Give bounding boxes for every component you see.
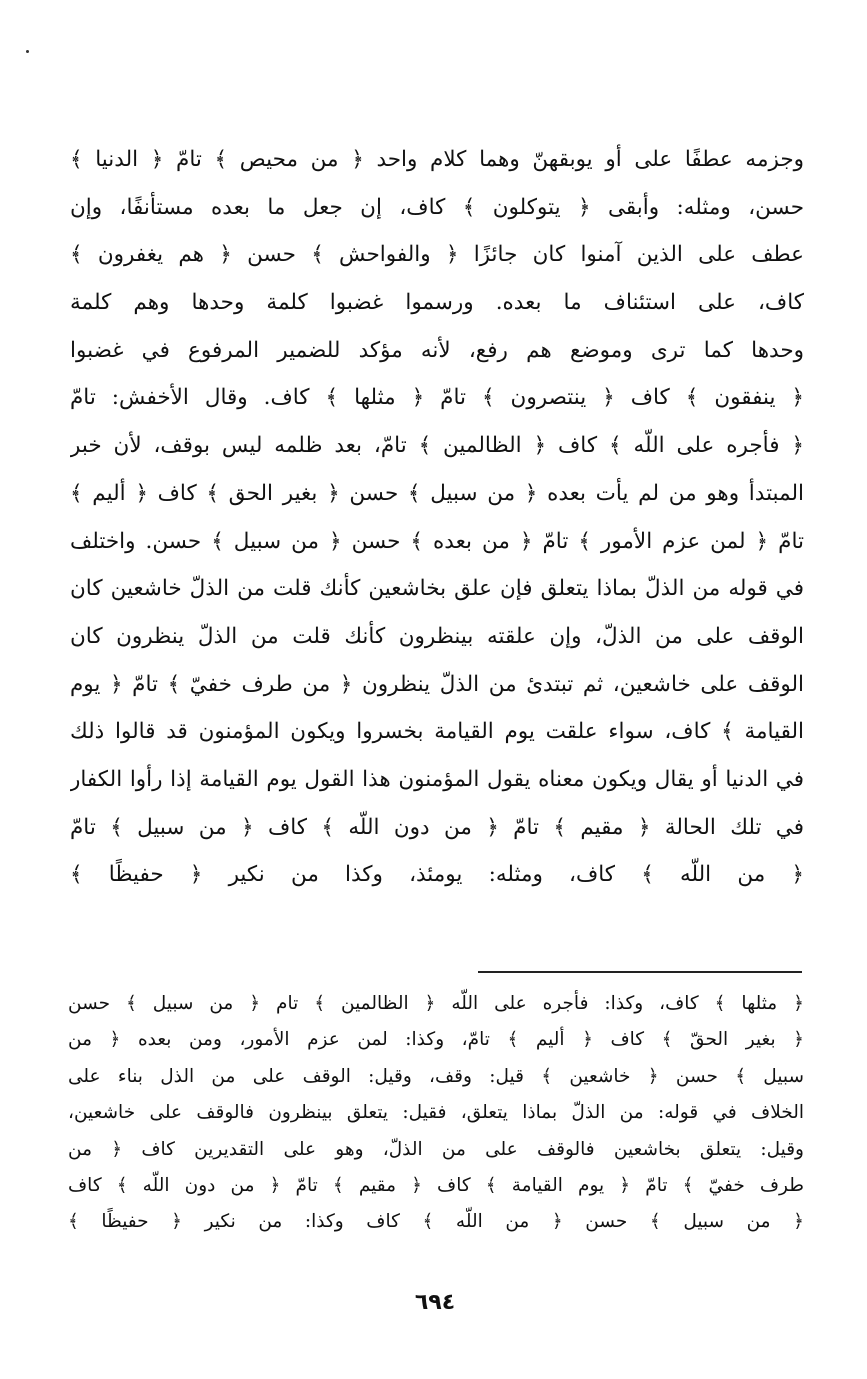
main-text-line: ﴿ ينفقون ﴾ كاف ﴿ ينتصرون ﴾ تامّ ﴿ مثلها ﴾ كاف. وقال الأخفش: تامّ — [70, 385, 804, 411]
main-text-line: في تلك الحالة ﴿ مقيم ﴾ تامّ ﴿ من دون اللّه ﴾ كاف ﴿ من سبيل ﴾ تامّ — [70, 814, 804, 840]
footnote-line: طرف خفيّ ﴾ تامّ ﴿ يوم القيامة ﴾ كاف ﴿ مقيم ﴾ تامّ ﴿ من دون اللّه ﴾ كاف — [68, 1174, 804, 1196]
main-text-line: عطف على الذين آمنوا كان جائزًا ﴿ والفواحش ﴾ حسن ﴿ هم يغفرون ﴾ — [70, 242, 804, 268]
main-text-line: ﴿ فأجره على اللّه ﴾ كاف ﴿ الظالمين ﴾ تامّ، بعد ظلمه ليس بوقف، لأن خبر — [70, 433, 804, 459]
footnote-line: الخلاف في قوله: من الذلّ بماذا يتعلق، فقيل: يتعلق بينظرون فالوقف على خاشعين، — [68, 1102, 804, 1124]
main-text-line: ﴿ من اللّه ﴾ كاف، ومثله: يومئذ، وكذا من نكير ﴿ حفيظًا ﴾ — [70, 862, 804, 888]
footnote-block — [68, 986, 804, 1241]
main-text-block — [70, 136, 804, 899]
main-text-line: الوقف على من الذلّ، وإن علقته بينظرون كأنك قلت من الذلّ ينظرون كان — [70, 623, 804, 649]
scan-speck — [26, 50, 29, 53]
main-text-line: في الدنيا أو يقال ويكون معناه يقول المؤمنون هذا القول يوم القيامة إذا رأوا الكفار — [70, 766, 804, 792]
main-text-line: كاف، على استئناف ما بعده. ورسموا غضبوا كلمة وحدها وهم كلمة — [70, 290, 804, 316]
footnote-line: سبيل ﴾ حسن ﴿ خاشعين ﴾ قيل: وقف، وقيل: الوقف على من الذل بناء على — [68, 1065, 804, 1087]
footnote-line: ﴿ من سبيل ﴾ حسن ﴿ من اللّه ﴾ كاف وكذا: من نكير ﴿ حفيظًا ﴾ — [68, 1211, 804, 1233]
main-text-line: تامّ ﴿ لمن عزم الأمور ﴾ تامّ ﴿ من بعده ﴾ حسن ﴿ من سبيل ﴾ حسن. واختلف — [70, 528, 804, 554]
main-text-line: المبتدأ وهو من لم يأت بعده ﴿ من سبيل ﴾ حسن ﴿ بغير الحق ﴾ كاف ﴿ أليم ﴾ — [70, 480, 804, 506]
main-text-line: الوقف على خاشعين، ثم تبتدئ من الذلّ ينظرون ﴿ من طرف خفيّ ﴾ تامّ ﴿ يوم — [70, 671, 804, 697]
main-text-line: حسن، ومثله: وأبقى ﴿ يتوكلون ﴾ كاف، إن جعل ما بعده مستأنفًا، وإن — [70, 194, 804, 220]
main-text-line: وحدها كما ترى وموضع هم رفع، لأنه مؤكد للضمير المرفوع في غضبوا — [70, 337, 804, 363]
footnote-line: وقيل: يتعلق بخاشعين فالوقف على من الذلّ، وهو على التقديرين كاف ﴿ من — [68, 1138, 804, 1160]
page-number: ٦٩٤ — [414, 1290, 456, 1315]
footnote-separator — [478, 971, 802, 973]
main-text-line: القيامة ﴾ كاف، سواء علقت يوم القيامة بخسروا ويكون المؤمنون قد قالوا ذلك — [70, 719, 804, 745]
footnote-line: ﴿ بغير الحقّ ﴾ كاف ﴿ أليم ﴾ تامّ، وكذا: لمن عزم الأمور، ومن بعده ﴿ من — [68, 1029, 804, 1051]
main-text-line: في قوله من الذلّ بماذا يتعلق فإن علق بخاشعين كأنك قلت من الذلّ خاشعين كان — [70, 576, 804, 602]
footnote-line: ﴿ مثلها ﴾ كاف، وكذا: فأجره على اللّه ﴿ الظالمين ﴾ تام ﴿ من سبيل ﴾ حسن — [68, 993, 804, 1014]
main-text-line: وجزمه عطفًا على أو يوبقهنّ وهما كلام واحد ﴿ من محيص ﴾ تامّ ﴿ الدنيا ﴾ — [70, 147, 804, 172]
